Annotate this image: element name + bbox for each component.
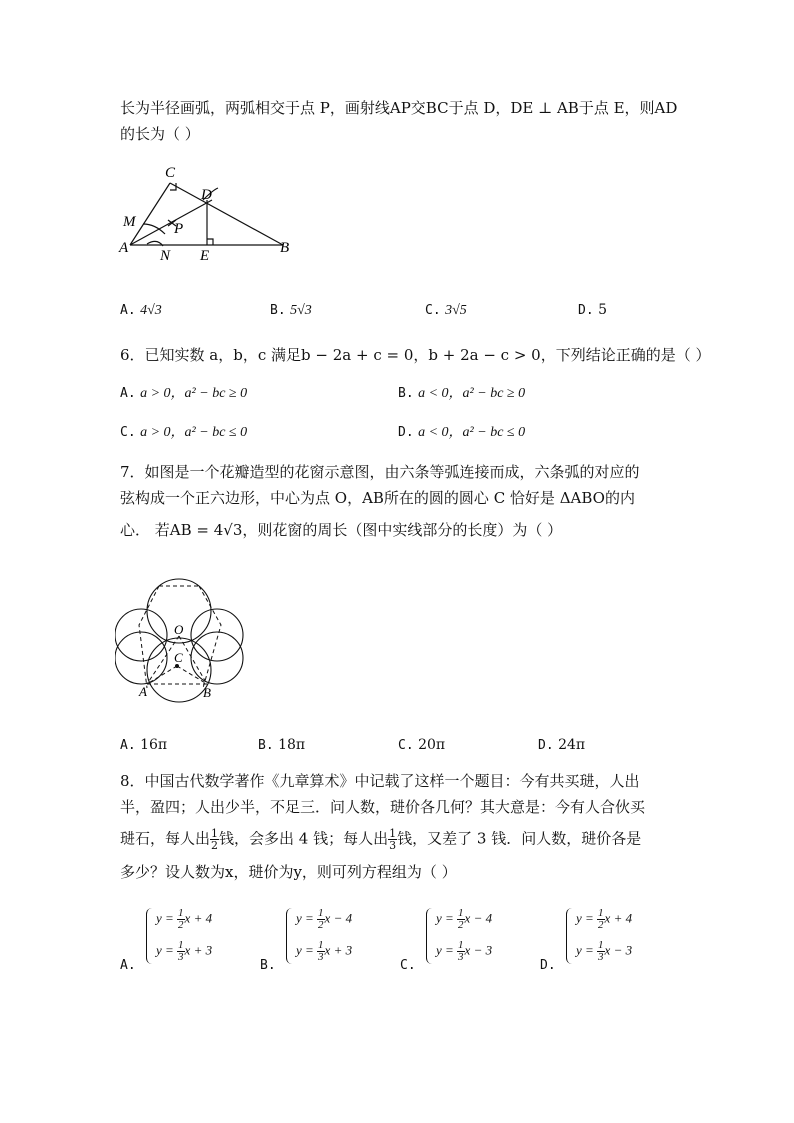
q7-text-line1: 7．如图是一个花瓣造型的花窗示意图，由六条等弧连接而成，六条弧的对应的 <box>120 463 640 481</box>
q8-option-c-letter[interactable]: C. <box>400 958 416 973</box>
petal-upper-left <box>115 609 167 661</box>
q8-option-a-letter[interactable]: A. <box>120 958 136 973</box>
q7-option-a[interactable]: A. 16π <box>120 737 168 753</box>
q6-option-b[interactable]: B. a < 0，a² − bc ≥ 0 <box>398 386 526 401</box>
q6-option-a[interactable]: A. a > 0，a² − bc ≥ 0 <box>120 386 248 401</box>
segment-ac <box>130 183 170 245</box>
label-p: P <box>174 221 184 237</box>
q7-option-b[interactable]: B. 18π <box>258 737 306 753</box>
petal-upper-right <box>191 609 243 661</box>
q8-text-line3: 琎石，每人出 $\frac{1}{2}$ 钱，会多出 4 钱；每人出 $\frac{1}{3}$ 钱，又差了 3 钱．问人数，琎价各是 <box>120 827 642 852</box>
q8-text-line4: 多少？设人数为x，琎价为y，则可列方程组为（ ） <box>120 863 457 881</box>
q5-text-line1: 长为半径画弧，两弧相交于点 P，画射线AP交BC于点 D，DE ⊥ AB于点 E，则AD <box>120 99 678 117</box>
q8-option-b-system[interactable]: y = $\frac{1}{2}$ x − 4 y = $\frac{1}{3}$ x + 3 <box>286 908 396 968</box>
label-a: A <box>139 684 147 699</box>
fraction-one-third: $\frac{1}{3}$ <box>389 827 397 852</box>
label-n: N <box>160 248 171 264</box>
q8-option-d-system[interactable]: y = $\frac{1}{2}$ x + 4 y = $\frac{1}{3}$ x − 3 <box>566 908 676 968</box>
petal-bottom <box>147 638 211 702</box>
label-a: A <box>119 240 129 256</box>
petal-lower-right <box>191 632 243 684</box>
q8-text-line2: 半，盈四；人出少半，不足三．问人数，琎价各几何？其大意是：今有人合伙买 <box>120 798 646 816</box>
q7-option-d[interactable]: D. 24π <box>538 737 586 753</box>
label-m: M <box>123 214 136 230</box>
label-b: B <box>280 240 290 256</box>
q5-option-a[interactable]: A. 4√3 <box>120 303 162 318</box>
label-c: C <box>174 650 183 665</box>
q5-option-c[interactable]: C. 3√5 <box>425 303 467 318</box>
q8-text-line1: 8．中国古代数学著作《九章算术》中记载了这样一个题目：今有共买琎，人出 <box>120 772 640 790</box>
label-b: B <box>203 685 211 700</box>
q7-text-line3: 心． 若AB = 4√3，则花窗的周长（图中实线部分的长度）为（ ） <box>120 521 563 539</box>
q5-option-b[interactable]: B. 5√3 <box>270 303 312 318</box>
q6-option-d[interactable]: D. a < 0，a² − bc ≤ 0 <box>398 425 526 440</box>
q8-option-b-letter[interactable]: B. <box>260 958 276 973</box>
fraction-one-half: $\frac{1}{2}$ <box>211 827 219 852</box>
q7-option-c[interactable]: C. 20π <box>398 737 446 753</box>
q7-text-line2: 弦构成一个正六边形，中心为点 O，AB所在的圆的圆心 C 恰好是 ΔABO的内 <box>120 489 635 507</box>
right-angle-e <box>207 239 213 245</box>
label-d: D <box>201 187 212 203</box>
q8-option-a-system[interactable]: y = $\frac{1}{2}$ x + 4 y = $\frac{1}{3}$ x + 3 <box>146 908 256 968</box>
q7-flower-window-figure <box>115 570 245 705</box>
label-e: E <box>200 248 210 264</box>
q6-option-c[interactable]: C. a > 0，a² − bc ≤ 0 <box>120 425 248 440</box>
label-c: C <box>165 165 176 181</box>
q5-option-d[interactable]: D. 5 <box>578 302 608 318</box>
label-o: O <box>174 622 184 637</box>
q8-option-c-system[interactable]: y = $\frac{1}{2}$ x − 4 y = $\frac{1}{3}$ x − 3 <box>426 908 536 968</box>
q6-text-line1: 6．已知实数 a，b，c 满足b − 2a + c = 0，b + 2a − c > 0，下列结论正确的是（ ） <box>120 346 711 364</box>
q8-option-d-letter[interactable]: D. <box>540 958 556 973</box>
q5-text-line2: 的长为（ ） <box>120 125 200 143</box>
q5-triangle-figure <box>115 160 305 265</box>
